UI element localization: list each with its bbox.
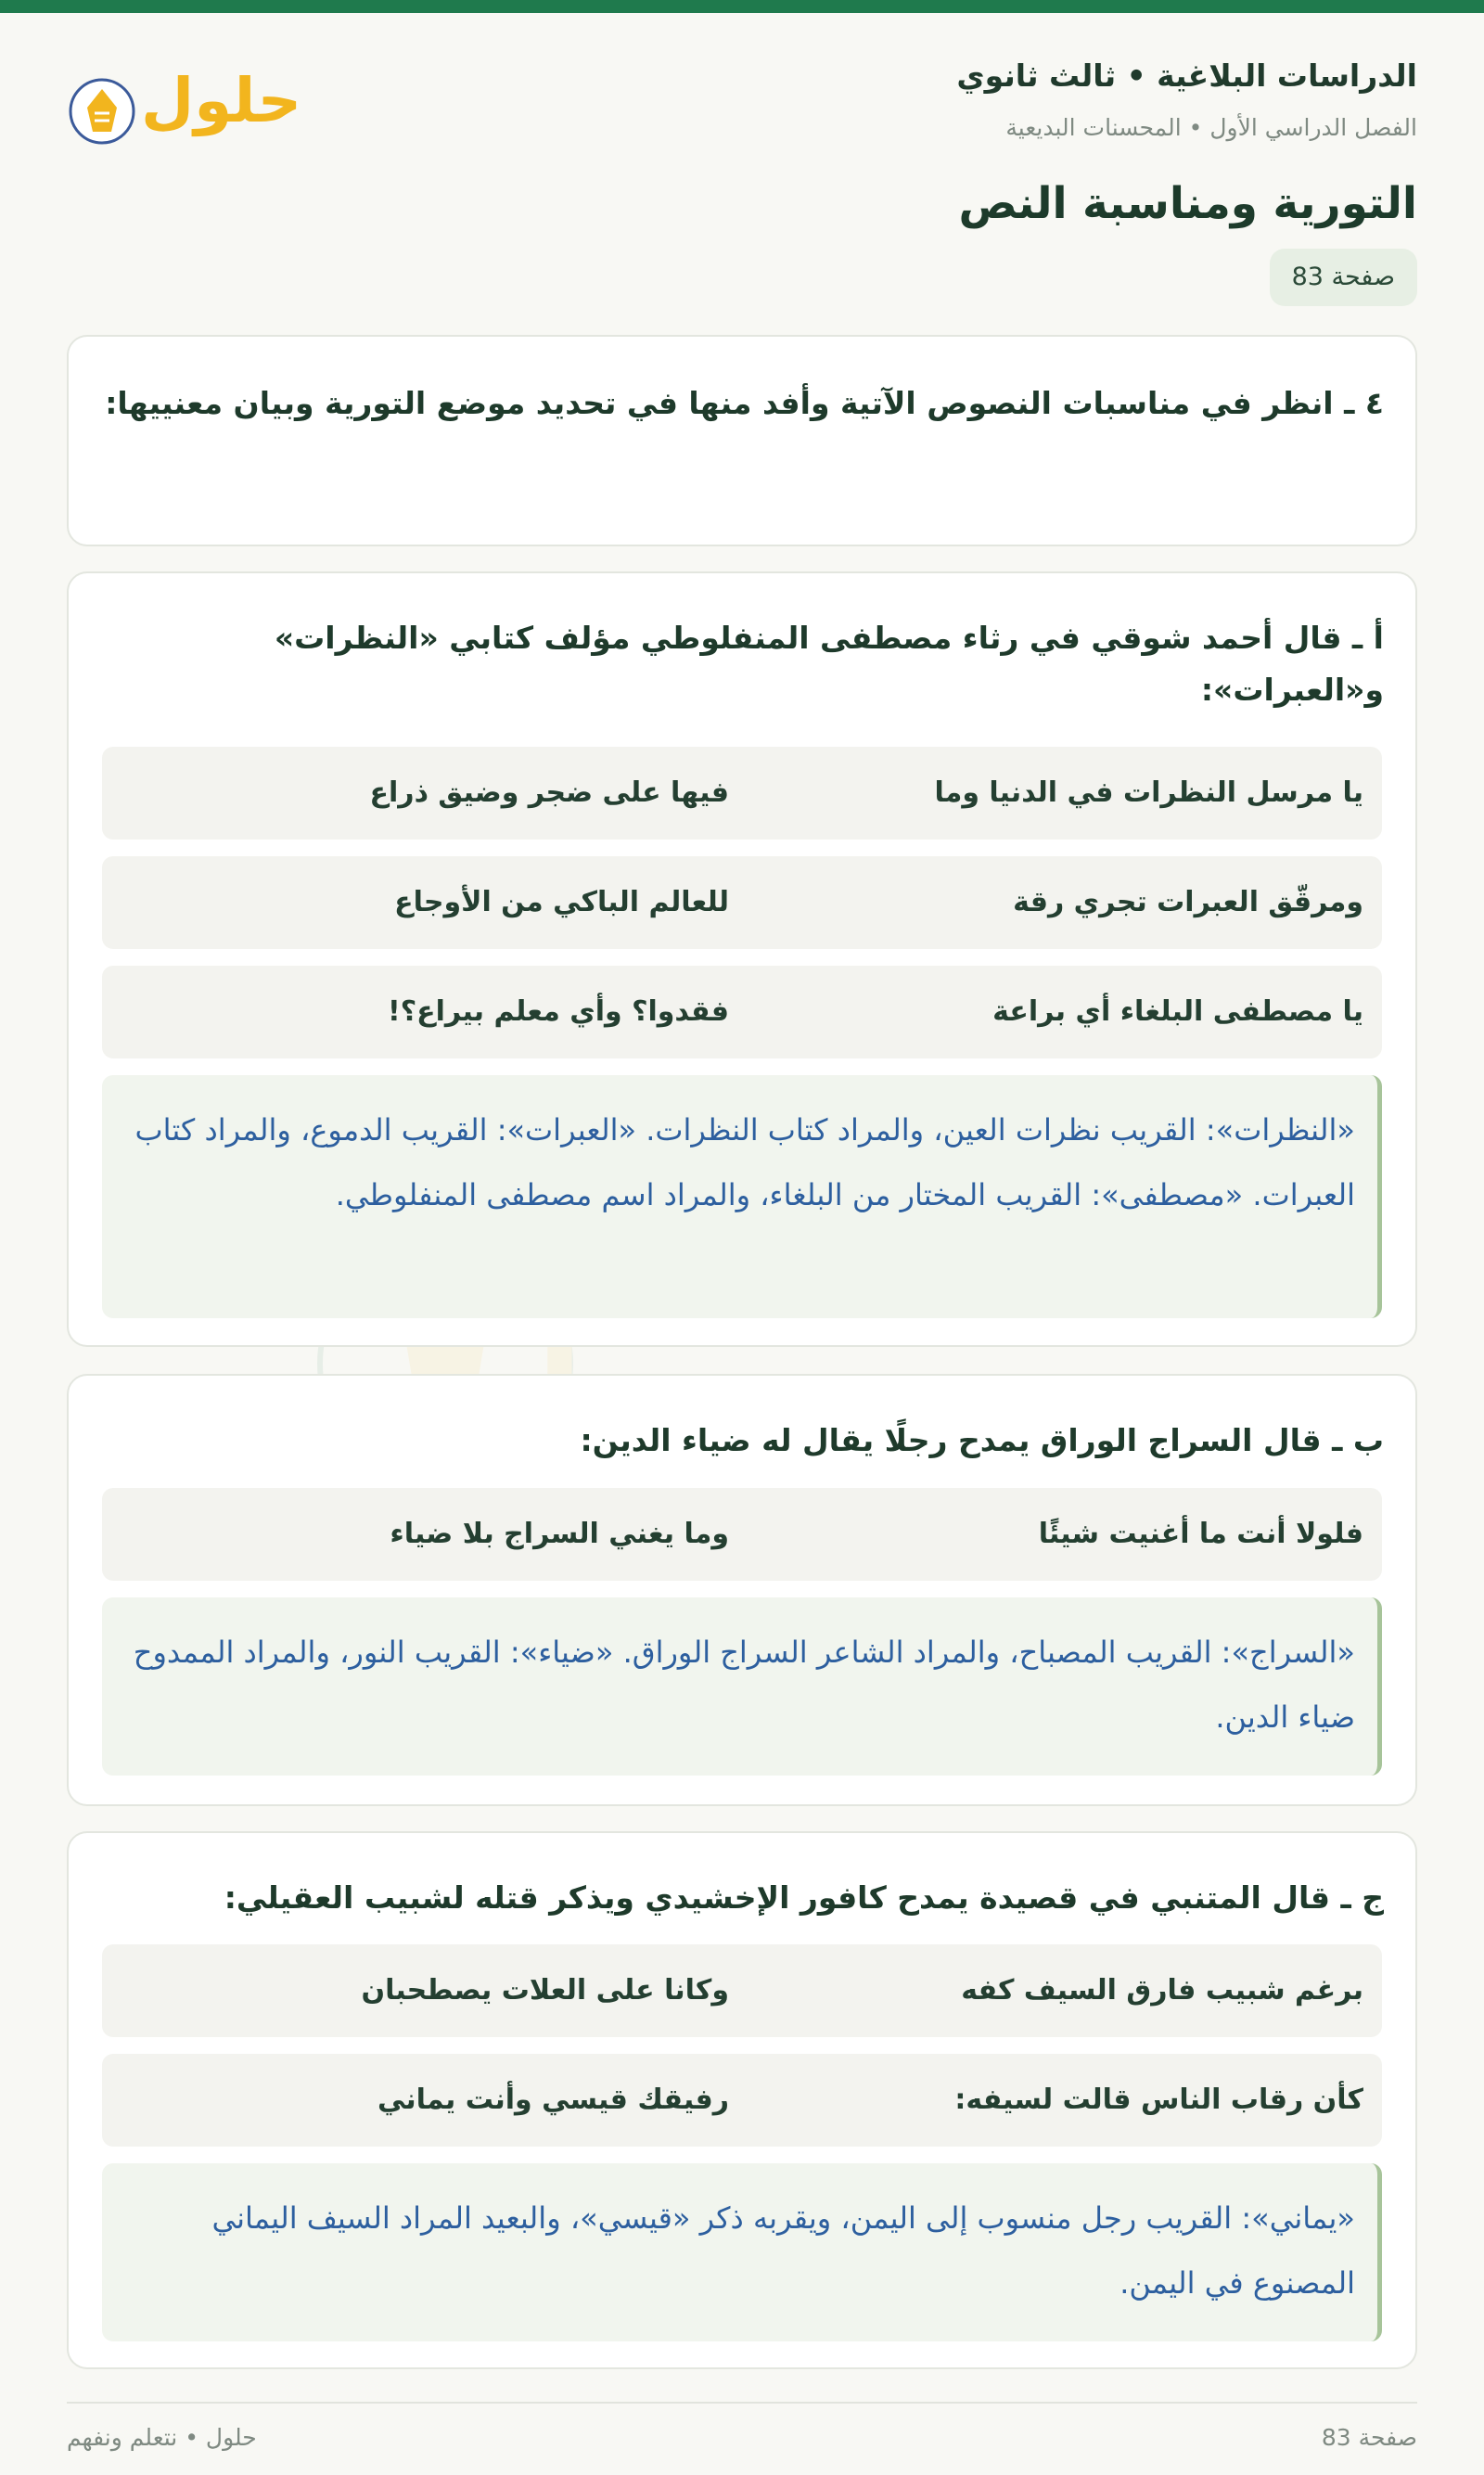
- verse-second-hemistich: للعالم الباكي من الأوجاع: [394, 886, 729, 918]
- verse-row: [102, 856, 1382, 949]
- part-a-card: [67, 571, 1417, 1347]
- verse-first-hemistich: كأن رقاب الناس قالت لسيفه:: [954, 2084, 1363, 2116]
- logo: [67, 65, 302, 158]
- verse-first-hemistich: يا مصطفى البلغاء أي براعة: [992, 995, 1363, 1028]
- subject-title: الدراسات البلاغية • ثالث ثانوي: [956, 58, 1417, 94]
- page: [67, 13, 1417, 2475]
- logo-emblem-icon: [67, 76, 137, 147]
- verse-second-hemistich: وما يغني السراج بلا ضياء: [390, 1518, 729, 1550]
- verse-row: [102, 966, 1382, 1058]
- verse-row: [102, 1944, 1382, 2037]
- footer: [67, 2402, 1417, 2451]
- explanation-box: «السراج»: القريب المصباح، والمراد الشاعر السراج الوراق. «ضياء»: القريب النور، والمراد الممدوح ضياء الدين.: [102, 1597, 1382, 1776]
- header-text: [956, 58, 1417, 141]
- question-card: [67, 335, 1417, 546]
- explanation-box: «النظرات»: القريب نظرات العين، والمراد كتاب النظرات. «العبرات»: القريب الدموع، والمراد كتاب العبرات. «مصطفى»: القريب المختار من البلغاء، والمراد اسم مصطفى المنفلوطي.: [102, 1075, 1382, 1318]
- footer-page-number: صفحة 83: [1321, 2424, 1417, 2451]
- page-number-badge: صفحة 83: [1270, 249, 1417, 306]
- verse-second-hemistich: فيها على ضجر وضيق ذراع: [369, 776, 729, 809]
- footer-brand: حلول • نتعلم ونفهم: [67, 2424, 257, 2451]
- svg-text:ل: ل: [463, 1273, 584, 1434]
- part-b-heading: ب ـ قال السراج الوراق يمدح رجلًا يقال له ضياء الدين:: [580, 1422, 1384, 1458]
- part-c-heading: ج ـ قال المتنبي في قصيدة يمدح كافور الإخشيدي ويذكر قتله لشبيب العقيلي:: [224, 1879, 1384, 1916]
- part-b-card: [67, 1374, 1417, 1806]
- verse-first-hemistich: برغم شبيب فارق السيف كفه: [961, 1974, 1363, 2007]
- part-c-card: [67, 1831, 1417, 2369]
- verse-first-hemistich: ومرقّق العبرات تجري رقة: [1013, 886, 1363, 918]
- verse-first-hemistich: يا مرسل النظرات في الدنيا وما: [934, 776, 1363, 809]
- logo-text: حلول: [141, 65, 302, 136]
- verse-second-hemistich: فقدوا؟ وأي معلم بيراع؟!: [388, 995, 729, 1028]
- page-title: التورية ومناسبة النص: [958, 178, 1417, 229]
- part-a-heading: أ ـ قال أحمد شوقي في رثاء مصطفى المنفلوطي مؤلف كتابي «النظرات» و«العبرات»:: [274, 620, 1384, 708]
- question-text: ٤ ـ انظر في مناسبات النصوص الآتية وأفد منها في تحديد موضع التورية وبيان معنييها:: [105, 385, 1384, 421]
- verse-row: [102, 747, 1382, 840]
- verse-first-hemistich: فلولا أنت ما أغنيت شيئًا: [1038, 1518, 1363, 1550]
- verse-row: [102, 1488, 1382, 1581]
- verse-second-hemistich: وكانا على العلات يصطحبان: [361, 1974, 729, 2007]
- verse-second-hemistich: رفيقك قيسي وأنت يماني: [377, 2084, 729, 2116]
- explanation-box: «يماني»: القريب رجل منسوب إلى اليمن، ويقربه ذكر «قيسي»، والبعيد المراد السيف اليماني المصنوع في اليمن.: [102, 2163, 1382, 2341]
- verse-row: [102, 2054, 1382, 2147]
- top-accent-bar: [0, 0, 1484, 13]
- breadcrumb: الفصل الدراسي الأول • المحسنات البديعية: [1005, 114, 1417, 141]
